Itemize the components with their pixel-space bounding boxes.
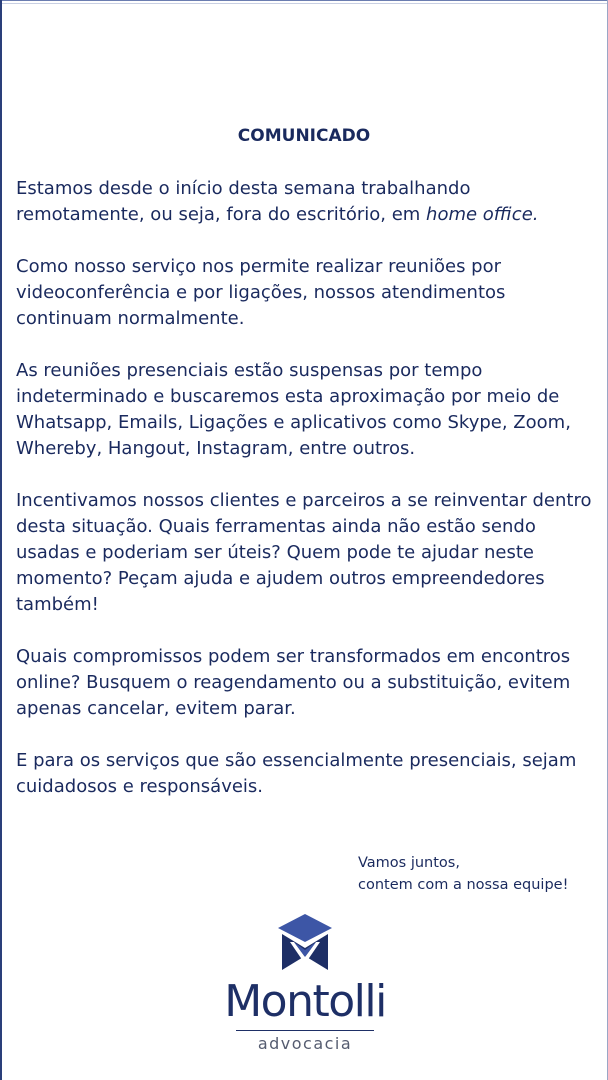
signoff-line-1: Vamos juntos, (358, 855, 460, 871)
logo-subtitle: advocacia (257, 1034, 353, 1053)
paragraph-1-text: Estamos desde o início desta semana trabalhando remotamente, ou seja, fora do escritório, em (16, 178, 471, 225)
paragraph-6: E para os serviços que são essencialmente presenciais, sejam cuidadosos e responsáveis. (16, 750, 577, 797)
paragraph-1-emphasis: home office. (426, 204, 539, 225)
montolli-m-mark-icon (276, 912, 334, 976)
paragraph-2: Como nosso serviço nos permite realizar reuniões por videoconferência e por ligações, nossos atendimentos continuam normalmente. (16, 256, 506, 329)
top-border (0, 0, 608, 4)
left-border (0, 0, 2, 1080)
signoff-line-2: contem com a nossa equipe! (358, 877, 569, 893)
paragraph-1 (16, 176, 602, 228)
logo-name: Montolli (224, 976, 386, 1027)
announcement-body (16, 176, 602, 826)
paragraph-4: Incentivamos nossos clientes e parceiros a se reinventar dentro desta situação. Quais ferramentas ainda não estão sendo usadas e poderiam ser úteis? Quem pode te ajudar neste momento? Peçam ajuda e ajudem outros empreendedores também! (16, 490, 592, 615)
page-title: COMUNICADO (237, 126, 371, 146)
paragraph-5: Quais compromissos podem ser transformados em encontros online? Busquem o reagendamento ou a substituição, evitem apenas cancelar, evitem parar. (16, 646, 571, 719)
paragraph-3: As reuniões presenciais estão suspensas por tempo indeterminado e buscaremos esta aproximação por meio de Whatsapp, Emails, Ligações e aplicativos como Skype, Zoom, Whereby, Hangout, Instagram, entre outros. (16, 360, 571, 459)
logo-divider (236, 1030, 374, 1031)
signoff (358, 852, 598, 896)
